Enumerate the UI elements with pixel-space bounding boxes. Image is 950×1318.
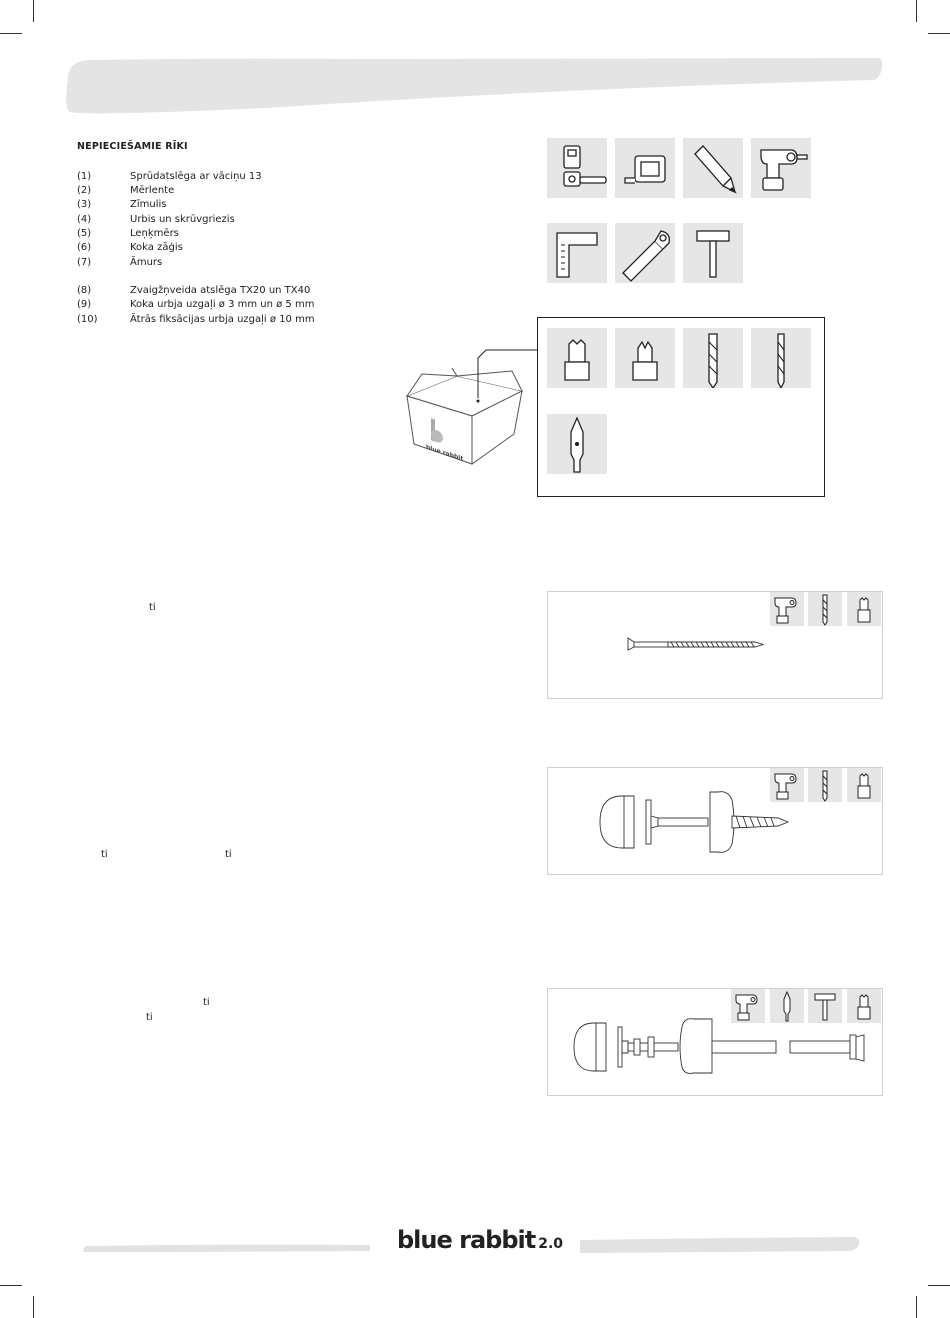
saw-icon	[615, 223, 675, 283]
crop-mark	[0, 1285, 22, 1286]
stray-text: ti	[225, 849, 232, 860]
stray-text: ti	[146, 1012, 153, 1023]
crop-mark	[928, 1285, 950, 1286]
spade-bit-icon	[547, 414, 607, 474]
leader-line	[476, 348, 538, 398]
drill-icon	[751, 138, 811, 198]
stray-text: ti	[149, 602, 156, 613]
brand-version: 2.0	[538, 1236, 564, 1252]
screw-icon	[625, 634, 765, 654]
ratchet-icon	[547, 138, 607, 198]
hammer-icon	[683, 223, 743, 283]
drill-bit-icon	[751, 328, 811, 388]
stray-text: ti	[101, 849, 108, 860]
crop-mark	[33, 1296, 34, 1318]
footer-bar-left	[82, 1243, 372, 1253]
drill-bit-icon	[808, 768, 842, 802]
crop-mark	[916, 1296, 917, 1318]
drill-bit-icon	[808, 592, 842, 626]
crop-mark	[928, 33, 950, 34]
crop-mark	[33, 0, 34, 22]
cap-screw-diagram	[598, 790, 793, 856]
connector-diagram	[572, 1017, 872, 1075]
tape-measure-icon	[615, 138, 675, 198]
tools-title: NEPIECIEŠAMIE RĪKI	[77, 141, 188, 152]
torx-bit-icon	[847, 592, 881, 626]
torx-bit-icon	[615, 328, 675, 388]
drill-bit-icon	[683, 328, 743, 388]
stray-text: ti	[203, 997, 210, 1008]
torx-bit-icon	[547, 328, 607, 388]
torx-bit-icon	[847, 768, 881, 802]
header-band	[66, 58, 883, 114]
brand-name: blue rabbit	[397, 1226, 536, 1254]
footer-bar-right	[578, 1236, 860, 1254]
brand-logo	[397, 1226, 563, 1254]
box-brand-text: blue rabbit	[426, 443, 464, 463]
pencil-icon	[683, 138, 743, 198]
crop-mark	[916, 0, 917, 22]
square-icon	[547, 223, 607, 283]
drill-icon	[770, 592, 804, 626]
crop-mark	[0, 33, 22, 34]
